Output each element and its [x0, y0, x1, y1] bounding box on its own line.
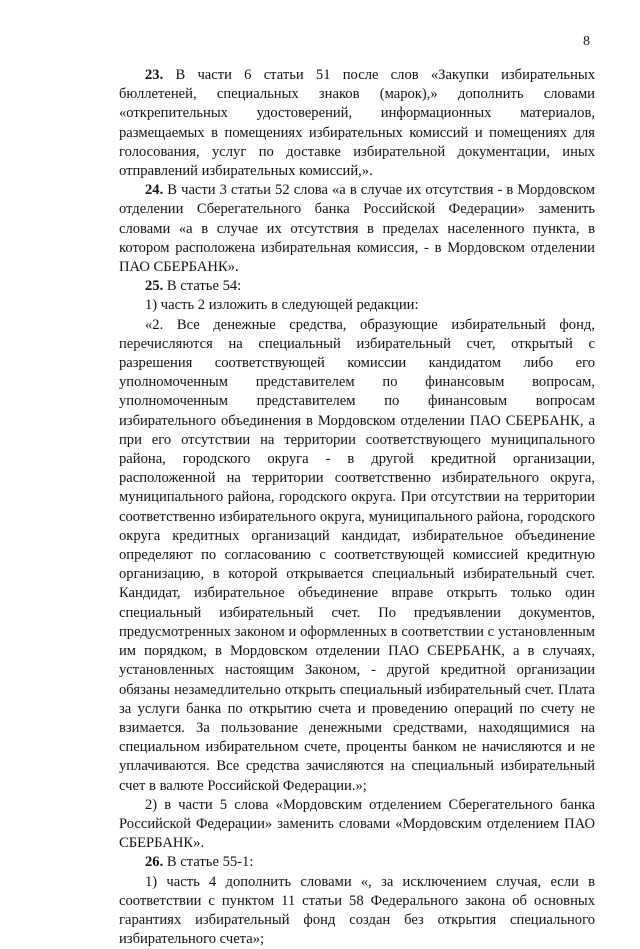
paragraph-25: [119, 277, 595, 296]
item-number: 26.: [145, 854, 164, 871]
paragraph-text: В статье 54:: [163, 278, 242, 295]
page-number: 8: [583, 34, 590, 49]
paragraph-26-1: [119, 873, 595, 949]
paragraph-text: В статье 55-1:: [163, 854, 254, 871]
paragraph-text: «2. Все денежные средства, образующие избирательный фонд, перечисляются на специальный избирательный счет, открытый с разрешения соответствующей комиссии кандидатом либо его уполномоченным представителем по финансовым вопросам, уполномоченным представителем по финансовым вопросам избирательного объединения в Мордовском отделении ПАО СБЕРБАНК, а при его отсутствии на территории соответствующего муниципального района, городского округа - в другой кредитной организации, расположенной на территории соответственно избирательного округа, муниципального района, городского округа. При отсутствии на территории соответственно избирательного округа, муниципального района, городского округа кредитных организаций кандидат, избирательное объединение определяют по согласованию с соответствующей комиссией кредитную организацию, в которой открывается специальный избирательный счет. Кандидат, избирательное объединение вправе открыть только один специальный избирательный счет. По предъявлении документов, предусмотренных законом и оформленных в соответствии с установленным им порядком, в Мордовском отделении ПАО СБЕРБАНК, а в случаях, установленных настоящим Законом, - другой кредитной организации обязаны незамедлительно открыть специальный избирательный счет. Плата за услуги банка по открытию счета и проведению операций по счету не взимается. За пользование денежными средствами, находящимися на специальном избирательном счете, проценты банком не начисляются и не уплачиваются. Все средства зачисляются на специальный избирательный счет в валюте Российской Федерации.»;: [119, 316, 595, 794]
paragraph-26: [119, 853, 595, 872]
item-number: 24.: [145, 182, 164, 199]
document-body: [119, 66, 595, 949]
paragraph-25-1: [119, 296, 595, 315]
paragraph-23: [119, 66, 595, 181]
paragraph-new-part-2: [119, 316, 595, 796]
item-number: 23.: [145, 67, 164, 83]
paragraph-text: В части 6 статьи 51 после слов «Закупки избирательных бюллетеней, специальных знаков (марок),» дополнить словами «открепительных удостоверений, информационных материалов, размещаемых в помещениях избирательных комиссий и помещениях для голосования, услуг по доставке избирательной документации, иных отправлений избирательных комиссий,».: [119, 67, 595, 180]
paragraph-24: [119, 181, 595, 277]
paragraph-text: 1) часть 4 дополнить словами «, за исключением случая, если в соответствии с пунктом 11 статьи 58 Федерального закона об основных гарантиях избирательный фонд создан без открытия специального избирательного счета»;: [119, 873, 595, 948]
paragraph-text: 2) в части 5 слова «Мордовским отделением Сберегательного банка Российской Федерации» заменить словами «Мордовским отделением ПАО СБЕРБАНК».: [119, 796, 595, 852]
paragraph-25-2: [119, 796, 595, 854]
paragraph-text: В части 3 статьи 52 слова «а в случае их отсутствия - в Мордовском отделении Сберегательного банка Российской Федерации» заменить словами «а в случае их отсутствия в пределах населенного пункта, в котором расположена избирательная комиссия, - в Мордовском отделении ПАО СБЕРБАНК».: [119, 182, 595, 276]
paragraph-text: 1) часть 2 изложить в следующей редакции:: [145, 297, 419, 314]
item-number: 25.: [145, 278, 164, 295]
